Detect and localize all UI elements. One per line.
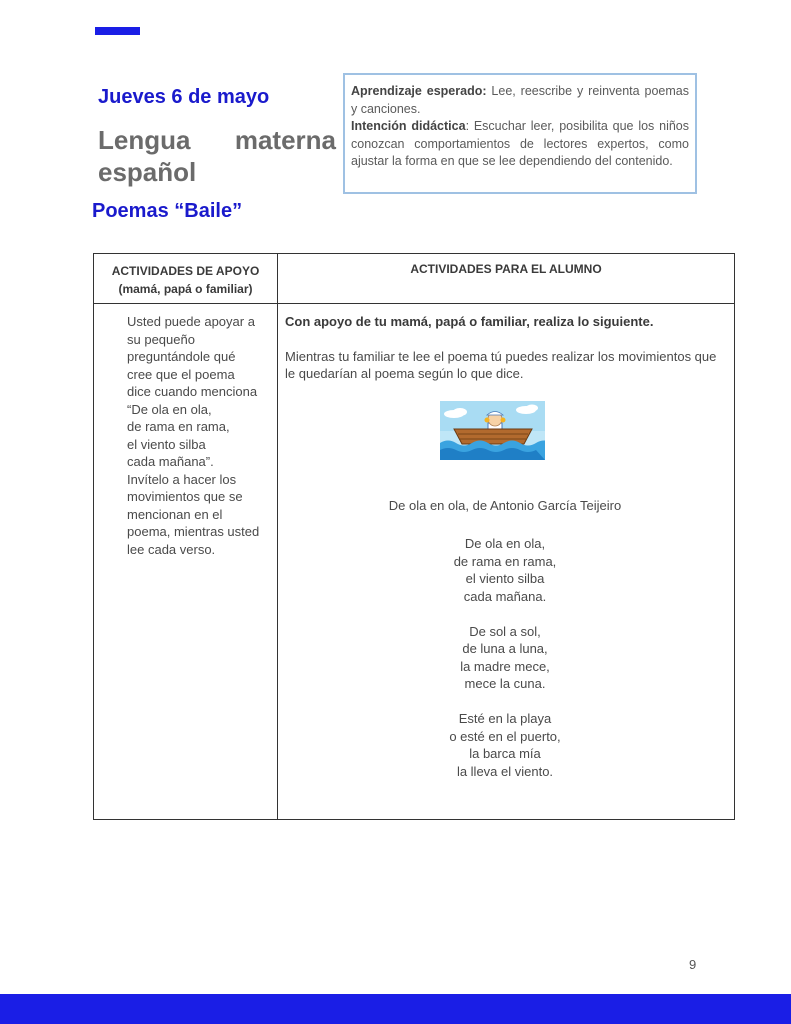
support-line: Usted puede apoyar a [127, 314, 255, 329]
poem-verse: de rama en rama, [453, 553, 557, 569]
page-number: 9 [689, 957, 697, 972]
poem-verse: la barca mía [469, 746, 541, 761]
aprendizaje-esperado [351, 83, 689, 118]
instruction-text: Mientras tu familiar te lee el poema tú puedes realizar los movimientos que le quedarían al poema según lo que dice. [285, 348, 717, 381]
instruction-bold: Con apoyo de tu mamá, papá o familiar, realiza lo siguiente. [285, 314, 654, 329]
poem-stanza [285, 535, 725, 605]
subject-word-1: Lengua [98, 125, 191, 155]
poem-verse: la madre mece, [460, 658, 550, 674]
aprendizaje-text: Lee, reescribe y reinventa poemas y canciones. [351, 84, 689, 116]
intencion-didactica [351, 118, 689, 171]
poem-verse: mece la cuna. [464, 676, 546, 691]
support-line: el viento silba [127, 436, 206, 452]
intencion-text: : Escuchar leer, posibilita que los niños conozcan comportamientos de lectores expertos, como ajustar la forma en que se lee dependiendo del contenido. [351, 119, 689, 168]
poem-stanza [285, 623, 725, 693]
support-line: Invítelo a hacer los [127, 471, 237, 487]
support-line: mencionan en el [127, 506, 223, 522]
student-activities [285, 313, 725, 779]
lesson-date: Jueves 6 de mayo [98, 86, 270, 108]
header-divider [94, 303, 734, 304]
aprendizaje-label: Aprendizaje esperado: [351, 84, 487, 98]
support-line: cree que el poema [127, 366, 235, 382]
bottom-accent-bar [0, 994, 791, 1024]
poem-verse: Esté en la playa [458, 711, 552, 726]
column-divider [277, 254, 278, 819]
poem-verse: la lleva el viento. [456, 763, 554, 779]
lesson-title: Poemas “Baile” [92, 200, 243, 222]
support-line: dice cuando menciona [127, 384, 258, 399]
support-line: lee cada verso. [127, 541, 216, 557]
poem-verse: o esté en el puerto, [449, 728, 561, 744]
activities-table [93, 253, 735, 820]
boat-illustration [440, 401, 545, 460]
poem-verse: cada mañana. [463, 588, 547, 604]
poem-stanza [285, 710, 725, 780]
support-line: cada mañana”. [127, 454, 214, 469]
support-line: poema, mientras usted [127, 524, 260, 539]
poem-verse: de luna a luna, [462, 641, 548, 656]
poem [285, 535, 725, 798]
poem-verse: De ola en ola, [464, 536, 546, 551]
support-line: preguntándole qué [127, 349, 236, 364]
learning-objective-box [343, 73, 697, 194]
support-line: su pequeño [127, 331, 195, 347]
subject-title [98, 124, 336, 188]
poem-title: De ola en ola, de Antonio García Teijeiro [388, 498, 622, 513]
poem-verse: De sol a sol, [469, 623, 541, 639]
poem-verse: el viento silba [465, 571, 545, 586]
header-support-line1: ACTIVIDADES DE APOYO [111, 264, 260, 278]
top-accent-bar [95, 27, 140, 35]
support-line: de rama en rama, [127, 419, 230, 434]
support-line: “De ola en ola, [127, 401, 212, 417]
header-support-activities [94, 262, 277, 298]
subject-word-3: español [98, 157, 197, 187]
header-support-line2: (mamá, papá o familiar) [118, 282, 253, 296]
header-student-activities: ACTIVIDADES PARA EL ALUMNO [410, 262, 602, 276]
intencion-label: Intención didáctica [351, 119, 466, 133]
support-instructions [127, 313, 270, 558]
subject-word-2: materna [234, 125, 336, 155]
support-line: movimientos que se [127, 489, 243, 504]
